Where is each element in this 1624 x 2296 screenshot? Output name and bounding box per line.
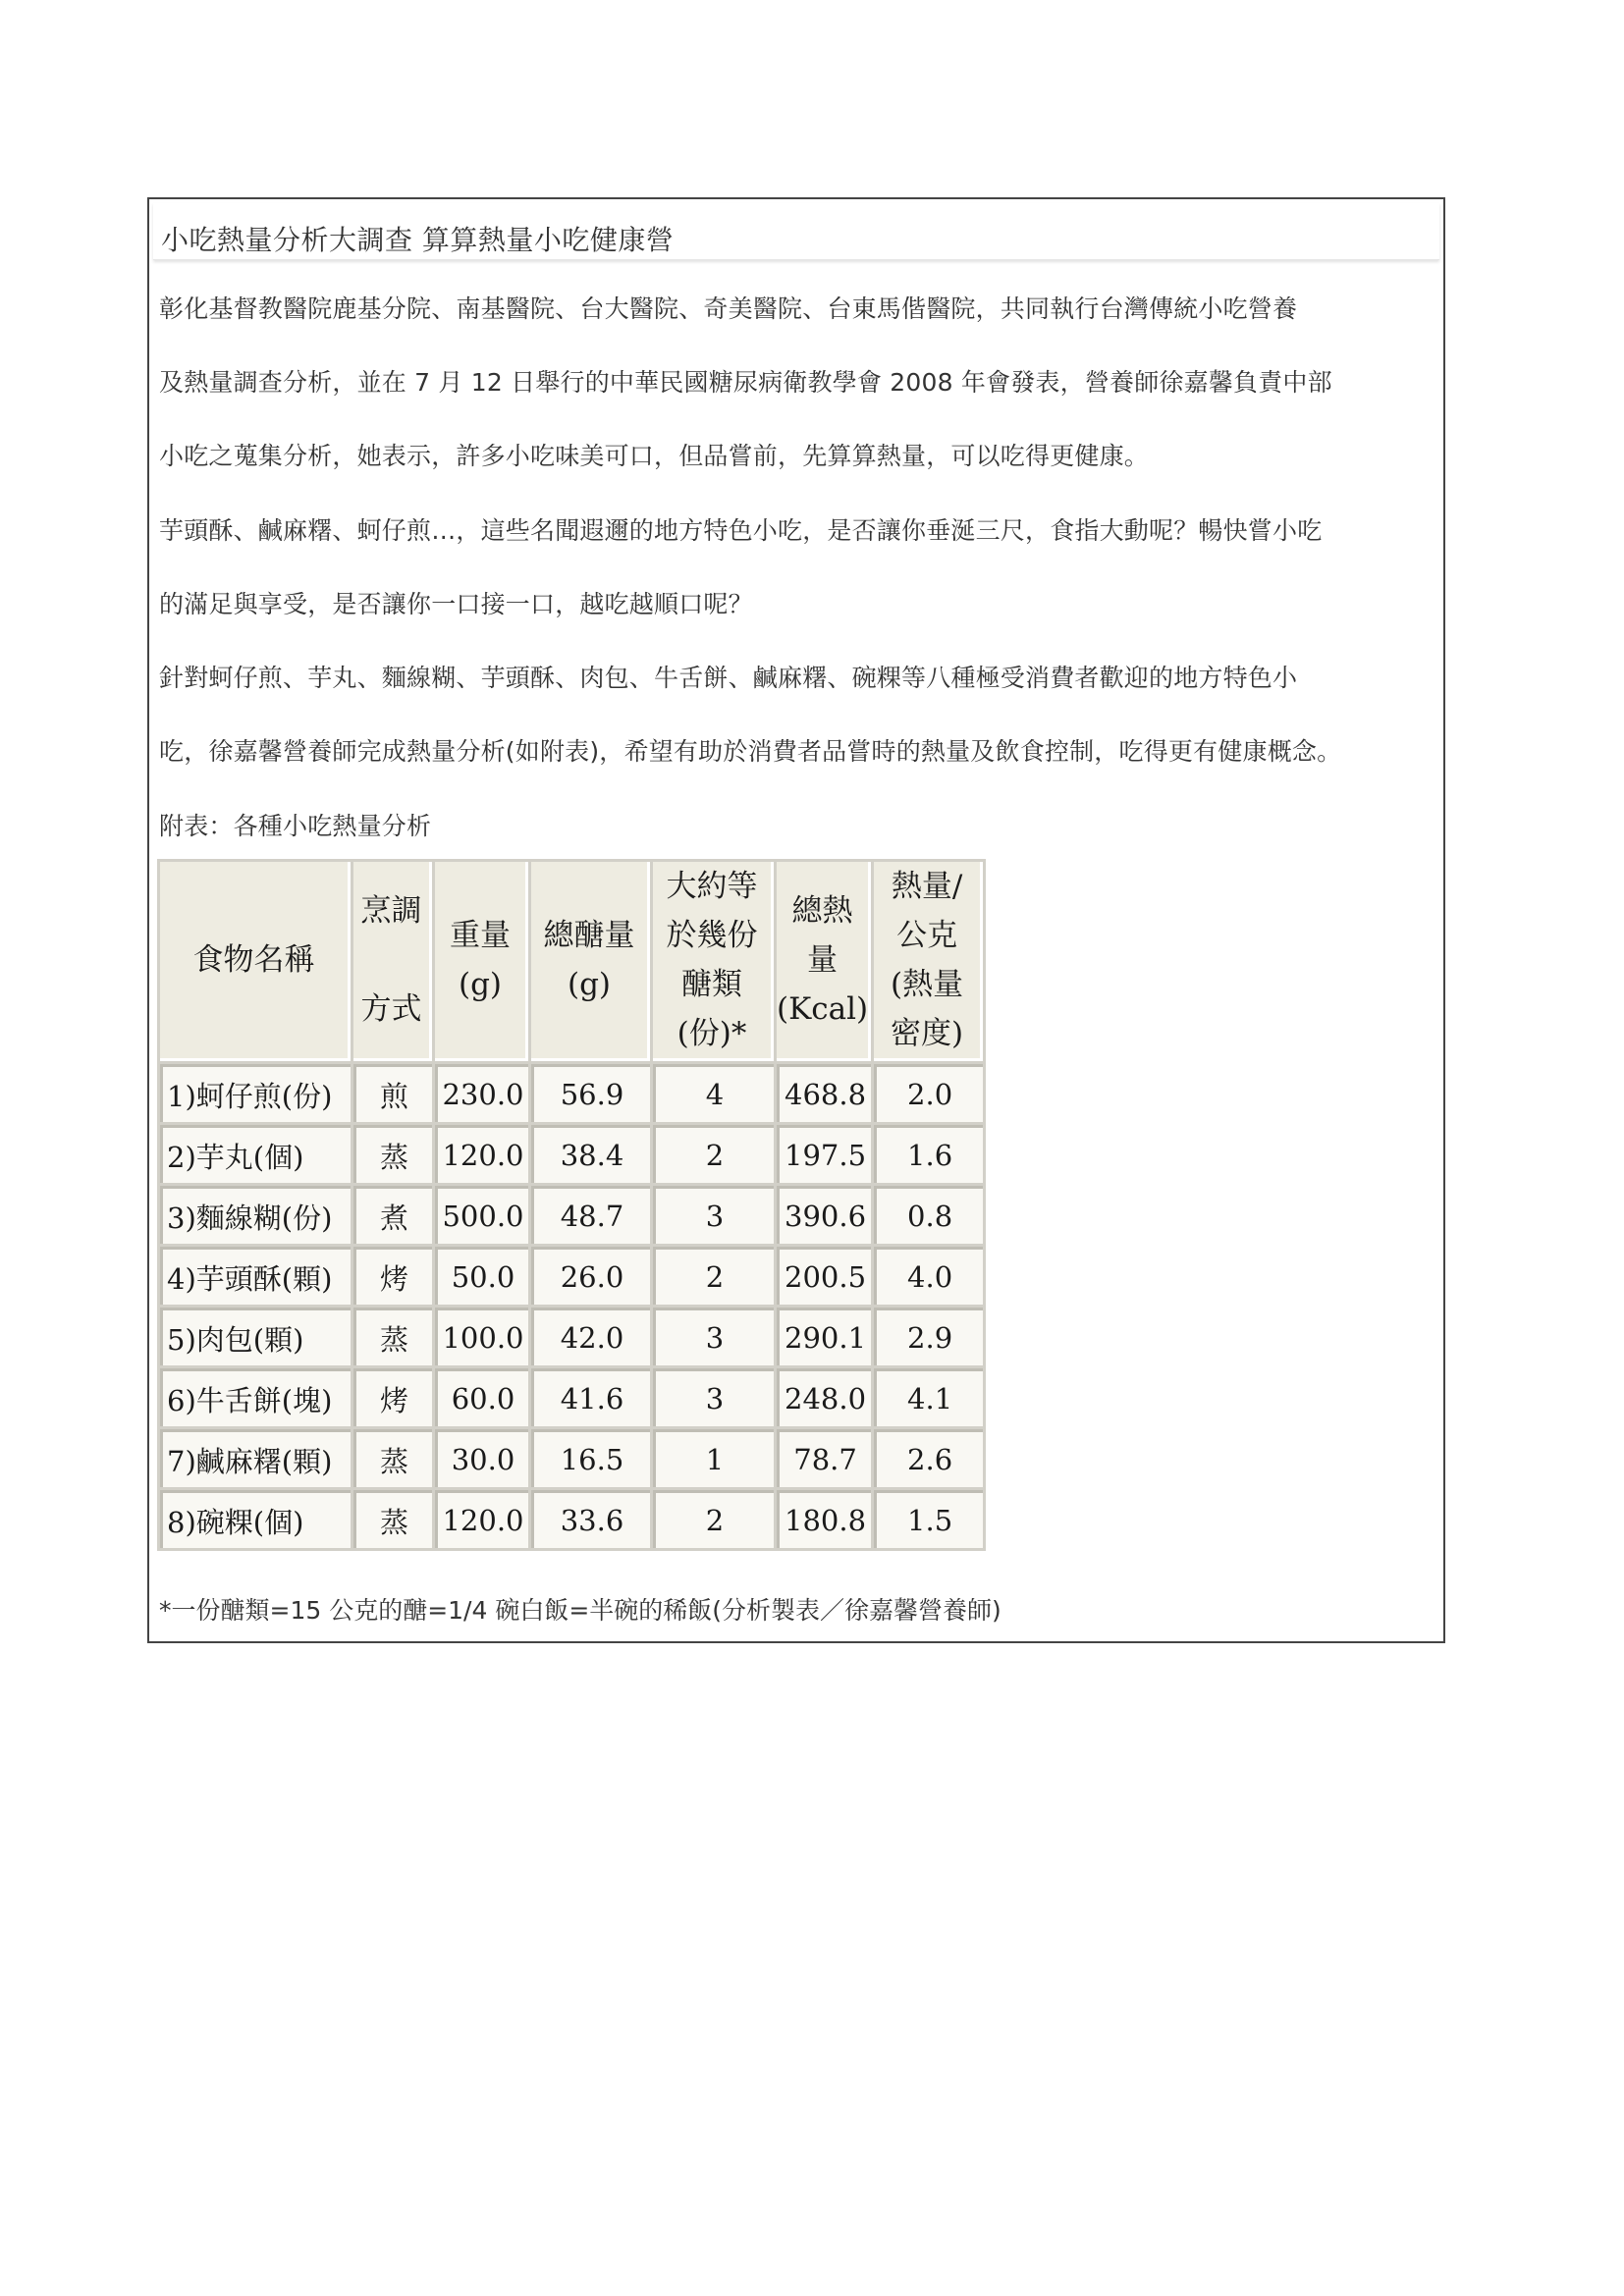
cell-weight: 120.0 [435,1490,528,1548]
header-weight: 重量 (g) [435,862,528,1061]
cell-weight: 120.0 [435,1125,528,1183]
table-row [160,1368,983,1426]
cell-total-carbs: 42.0 [531,1308,650,1365]
header-food-name: 食物名稱 [160,862,351,1061]
cell-food-name: 5)肉包(顆) [160,1308,351,1365]
cell-calorie-density: 0.8 [874,1186,983,1244]
cell-cooking-method: 蒸 [353,1125,432,1183]
cell-calorie-density: 4.0 [874,1247,983,1305]
cell-food-name: 6)牛舌餅(塊) [160,1368,351,1426]
cell-calorie-density: 2.0 [874,1064,983,1122]
table-row [160,1429,983,1487]
cell-total-calories: 200.5 [777,1247,871,1305]
cell-cooking-method: 烤 [353,1368,432,1426]
header-calorie-density: 熱量/ 公克 (熱量 密度) [874,862,983,1061]
cell-weight: 50.0 [435,1247,528,1305]
article-title: 小吃熱量分析大調查 算算熱量小吃健康營 [161,224,675,256]
header-cooking-method: 烹調 方式 [353,862,432,1061]
table-row [160,1186,983,1244]
cell-weight: 500.0 [435,1186,528,1244]
table-footnote: *一份醣類=15 公克的醣=1/4 碗白飯=半碗的稀飯(分析製表／徐嘉馨營養師) [159,1596,1001,1625]
article-frame [147,197,1445,1643]
article-title-bar [153,203,1439,260]
table-row [160,1308,983,1365]
paragraph-line: 吃，徐嘉馨營養師完成熱量分析(如附表)，希望有助於消費者品嘗時的熱量及飲食控制，吃得更有健康概念。 [159,737,1342,766]
table-row [160,1125,983,1183]
cell-carb-portions: 2 [653,1490,774,1548]
cell-carb-portions: 1 [653,1429,774,1487]
cell-calorie-density: 4.1 [874,1368,983,1426]
cell-calorie-density: 1.6 [874,1125,983,1183]
cell-carb-portions: 4 [653,1064,774,1122]
cell-food-name: 8)碗粿(個) [160,1490,351,1548]
cell-carb-portions: 3 [653,1308,774,1365]
cell-total-calories: 468.8 [777,1064,871,1122]
cell-food-name: 3)麵線糊(份) [160,1186,351,1244]
cell-food-name: 2)芋丸(個) [160,1125,351,1183]
table-row [160,1490,983,1548]
cell-total-carbs: 48.7 [531,1186,650,1244]
cell-cooking-method: 蒸 [353,1429,432,1487]
header-carb-portions: 大約等 於幾份 醣類 (份)* [653,862,774,1061]
header-total-calories: 總熱 量 (Kcal) [777,862,871,1061]
cell-food-name: 7)鹹麻糬(顆) [160,1429,351,1487]
paragraph-line: 彰化基督教醫院鹿基分院、南基醫院、台大醫院、奇美醫院、台東馬偕醫院，共同執行台灣傳統小吃營養 [159,294,1298,323]
table-row [160,1064,983,1122]
cell-cooking-method: 煮 [353,1186,432,1244]
paragraph-line: 芋頭酥、鹹麻糬、蚵仔煎…，這些名聞遐邇的地方特色小吃，是否讓你垂涎三尺，食指大動呢？暢快嘗小吃 [159,516,1323,545]
cell-total-carbs: 16.5 [531,1429,650,1487]
cell-carb-portions: 3 [653,1368,774,1426]
cell-total-carbs: 26.0 [531,1247,650,1305]
cell-food-name: 4)芋頭酥(顆) [160,1247,351,1305]
cell-food-name: 1)蚵仔煎(份) [160,1064,351,1122]
cell-total-carbs: 38.4 [531,1125,650,1183]
table-row [160,1247,983,1305]
cell-total-calories: 78.7 [777,1429,871,1487]
cell-total-carbs: 33.6 [531,1490,650,1548]
cell-calorie-density: 2.9 [874,1308,983,1365]
cell-carb-portions: 3 [653,1186,774,1244]
paragraph-line: 小吃之蒐集分析，她表示，許多小吃味美可口，但品嘗前，先算算熱量，可以吃得更健康。 [159,442,1150,470]
cell-cooking-method: 烤 [353,1247,432,1305]
header-total-carbs: 總醣量 (g) [531,862,650,1061]
cell-carb-portions: 2 [653,1247,774,1305]
cell-cooking-method: 蒸 [353,1308,432,1365]
cell-calorie-density: 1.5 [874,1490,983,1548]
cell-total-calories: 197.5 [777,1125,871,1183]
cell-weight: 30.0 [435,1429,528,1487]
table-caption: 附表：各種小吃熱量分析 [159,812,432,840]
paragraph-line: 的滿足與享受，是否讓你一口接一口，越吃越順口呢？ [159,590,753,618]
cell-cooking-method: 蒸 [353,1490,432,1548]
calorie-table [157,859,986,1551]
cell-total-carbs: 41.6 [531,1368,650,1426]
paragraph-line: 及熱量調查分析，並在 7 月 12 日舉行的中華民國糖尿病衛教學會 2008 年會發表，營養師徐嘉馨負責中部 [159,368,1332,397]
paragraph-line: 針對蚵仔煎、芋丸、麵線糊、芋頭酥、肉包、牛舌餅、鹹麻糬、碗粿等八種極受消費者歡迎的地方特色小 [159,664,1298,692]
cell-total-calories: 180.8 [777,1490,871,1548]
cell-total-carbs: 56.9 [531,1064,650,1122]
cell-calorie-density: 2.6 [874,1429,983,1487]
cell-weight: 60.0 [435,1368,528,1426]
cell-total-calories: 390.6 [777,1186,871,1244]
cell-weight: 100.0 [435,1308,528,1365]
table-header-row [160,862,983,1061]
cell-total-calories: 248.0 [777,1368,871,1426]
cell-carb-portions: 2 [653,1125,774,1183]
cell-total-calories: 290.1 [777,1308,871,1365]
cell-cooking-method: 煎 [353,1064,432,1122]
cell-weight: 230.0 [435,1064,528,1122]
